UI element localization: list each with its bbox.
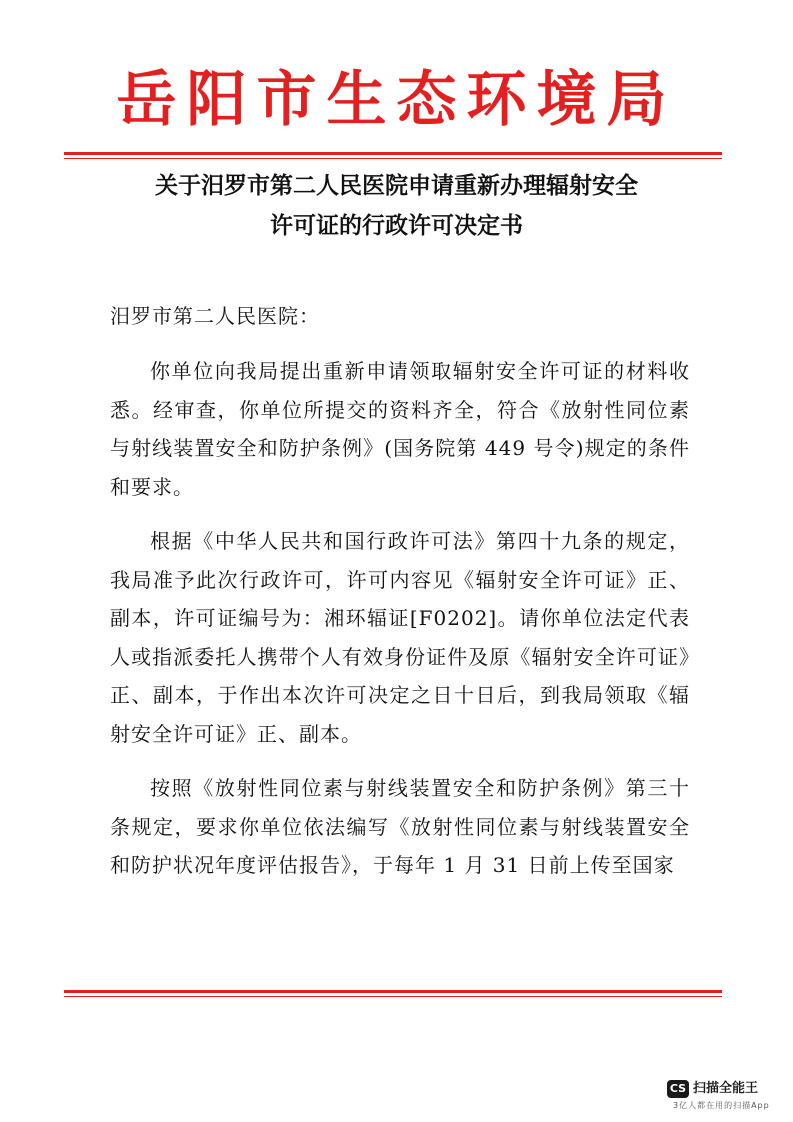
footer-rule-thick: [64, 990, 722, 993]
document-title-line-2: 许可证的行政许可决定书: [270, 213, 523, 239]
camscanner-logo-icon: CS: [667, 1080, 689, 1098]
footer-rule-thin: [64, 996, 722, 997]
salutation: 汨罗市第二人民医院：: [110, 304, 320, 328]
body-paragraph: 你单位向我局提出重新申请领取辐射安全许可证的材料收悉。经审查，你单位所提交的资料齐全，符合《放射性同位素与射线装置安全和防护条例》(国务院第 449 号令)规定的条件和要求。: [110, 359, 690, 499]
document-title-line-1: 关于汨罗市第二人民医院申请重新办理辐射安全: [155, 173, 638, 199]
watermark-brand: 扫描全能王: [693, 1081, 759, 1096]
footer-rule: [64, 990, 722, 997]
agency-header: 岳阳市生态环境局: [116, 65, 677, 135]
document-body: [110, 296, 690, 885]
body-paragraph: 按照《放射性同位素与射线装置安全和防护条例》第三十条规定，要求你单位依法编写《放射性同位素与射线装置安全和防护状况年度评估报告》，于每年 1 月 31 日前上传至国家: [110, 776, 690, 877]
body-paragraph: 根据《中华人民共和国行政许可法》第四十九条的规定，我局准予此次行政许可，许可内容见《辐射安全许可证》正、副本，许可证编号为：湘环辐证[F0202]。请你单位法定代表人或指派委托人携带个人有效身份证件及原《辐射安全许可证》正、副本，于作出本次许可决定之日十日后，到我局领取《辐射安全许可证》正、副本。: [110, 529, 690, 746]
header-rule-thick: [64, 152, 722, 155]
scanner-watermark: [667, 1078, 779, 1114]
watermark-tagline: 3亿人都在用的扫描App: [673, 1101, 770, 1110]
header-rule-thin: [64, 158, 722, 159]
document-title: [0, 166, 793, 246]
header-rule: [64, 152, 722, 159]
